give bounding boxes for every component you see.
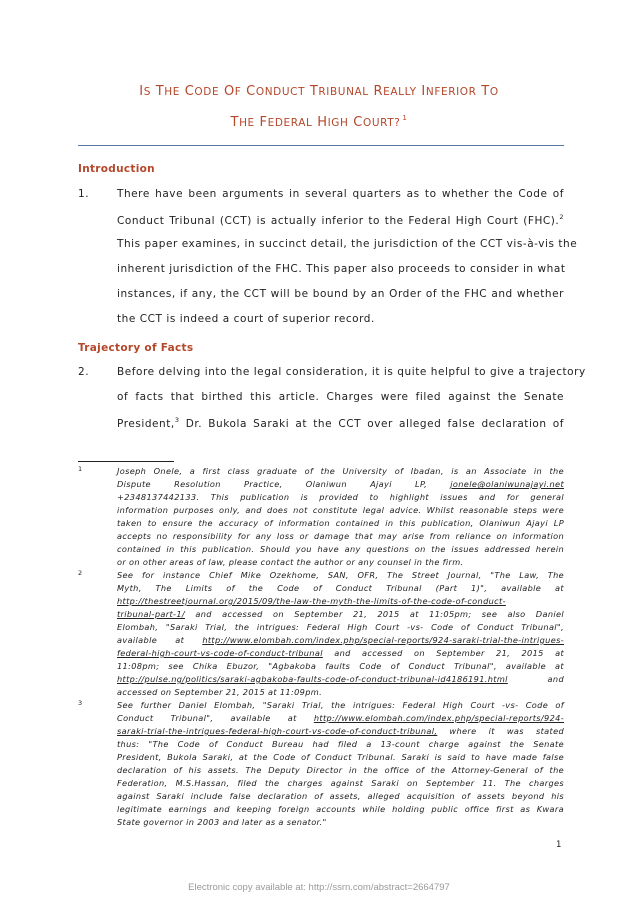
- footnote-line: Federation, M.S.Hassan, filed the charges against Saraki on September 11. The charges: [117, 778, 564, 788]
- paragraph-line: the CCT is indeed a court of superior record.: [117, 313, 375, 325]
- footnote-line: tribunal-part-1/ and accessed on September 21, 2015 at 11:05pm; see also Daniel: [117, 609, 564, 619]
- footnote-line: available at http://www.elombah.com/index.php/special-reports/924-saraki-trial-the-intrigues-: [117, 635, 564, 645]
- streetjournal-link[interactable]: http://thestreetjournal.org/2015/09/the-law-the-myth-the-limits-of-the-code-of-conduct-: [117, 596, 506, 606]
- footnote-line: thus: "The Code of Conduct Bureau had filed a 13-count charge against the Senate: [117, 739, 564, 749]
- section-heading-introduction: Introduction: [78, 163, 155, 175]
- footnote-line: declaration of his assets. The Deputy Director in the office of the Attorney-General of the: [117, 765, 564, 775]
- footnote-line: information purposes only, and does not constitute legal advice. Whilst reasonable steps were: [117, 505, 564, 515]
- footnote-number: 3: [78, 699, 83, 707]
- paragraph-line: inherent jurisdiction of the FHC. This paper also proceeds to consider in what: [117, 263, 566, 275]
- footnote-line: against Saraki include false declaration of assets, alleged acquisition of assets beyond his: [117, 791, 564, 801]
- footnote-number: 2: [78, 569, 83, 577]
- elombah-link[interactable]: http://www.elombah.com/index.php/special-reports/924-saraki-trial-the-intrigues-: [202, 635, 564, 645]
- paragraph-line: Conduct Tribunal (CCT) is actually inferior to the Federal High Court (FHC).$^2$: [117, 213, 564, 227]
- elombah-link-2-cont[interactable]: saraki-trial-the-intrigues-federal-high-court-vs-code-of-conduct-tribunal,: [117, 726, 438, 736]
- footnote-line: See for instance Chief Mike Ozekhome, SAN, OFR, The Street Journal, "The Law, The: [117, 570, 564, 580]
- footnote-line: federal-high-court-vs-code-of-conduct-tribunal and accessed on September 21, 2015 at: [117, 648, 564, 658]
- author-email-link[interactable]: jonele@olaniwunajayi.net: [450, 479, 564, 489]
- footnote-line: taken to ensure the accuracy of information contained in this publication, Olaniwun Ajayi LP: [117, 518, 564, 528]
- footnote-line: accessed on September 21, 2015 at 11:09pm.: [117, 687, 323, 697]
- paragraph-line: President,$^3$ Dr. Bukola Saraki at the CCT over alleged false declaration of: [117, 416, 565, 430]
- paragraph-line: instances, if any, the CCT will be bound by an Order of the FHC and whether: [117, 288, 564, 300]
- ssrn-footer: Electronic copy available at: http://ssrn.com/abstract=2664797: [188, 882, 450, 893]
- streetjournal-link-cont[interactable]: tribunal-part-1/: [117, 609, 185, 619]
- footnote-line: Joseph Onele, a first class graduate of the University of Ibadan, is an Associate in the: [117, 466, 564, 476]
- footnote-ref[interactable]: 2: [559, 213, 564, 221]
- pulse-link[interactable]: http://pulse.ng/politics/saraki-agbakoba-faults-code-of-conduct-tribunal-id4186191.html: [117, 674, 508, 684]
- title-line-1: IS THE CODE OF CONDUCT TRIBUNAL REALLY INFERIOR TO: [139, 84, 499, 99]
- footnote-divider: [78, 461, 174, 462]
- footnote-line: accepts no responsibility for any loss or damage that may arise from reliance on information: [117, 531, 564, 541]
- paragraph-line: of facts that birthed this article. Charges were filed against the Senate: [117, 391, 564, 403]
- paragraph-line: This paper examines, in succinct detail, the jurisdiction of the CCT vis-à-vis the: [117, 238, 578, 250]
- paragraph-line: There have been arguments in several quarters as to whether the Code of: [117, 188, 564, 200]
- footnote-line: or on other areas of law, please contact the author or any counsel in the firm.: [117, 557, 464, 567]
- footnote-line: saraki-trial-the-intrigues-federal-high-court-vs-code-of-conduct-tribunal, where it was stated: [117, 726, 565, 736]
- footnote-line: contained in this publication. Should you have any questions on the issues addressed herein: [117, 544, 564, 554]
- elombah-link-cont[interactable]: federal-high-court-vs-code-of-conduct-tribunal: [117, 648, 323, 658]
- footnote-line: Dispute Resolution Practice, Olaniwun Ajayi LP, jonele@olaniwunajayi.net: [117, 479, 564, 489]
- footnote-line: +2348137442133. This publication is provided to highlight issues and for general: [117, 492, 564, 502]
- footnote-line: legitimate earnings and keeping foreign accounts while holding public office first as Kwara: [117, 804, 564, 814]
- footnote-line: http://pulse.ng/politics/saraki-agbakoba-faults-code-of-conduct-tribunal-id4186191.html and: [117, 674, 564, 684]
- paragraph-line: Before delving into the legal consideration, it is quite helpful to give a trajectory: [117, 366, 586, 378]
- title-divider: [78, 145, 564, 146]
- elombah-link-2[interactable]: http://www.elombah.com/index.php/special-reports/924-: [313, 713, 564, 723]
- paragraph-number: 1.: [78, 188, 90, 200]
- footnote-line: 11:08pm; see Chika Ebuzor, "Agbakoba faults Code of Conduct Tribunal", available at: [117, 661, 564, 671]
- footnote-line: Conduct Tribunal", available at http://www.elombah.com/index.php/special-reports/924-: [117, 713, 564, 723]
- title-line-2: THE FEDERAL HIGH COURT? $^1$: [230, 114, 408, 130]
- page-number: 1: [556, 840, 562, 850]
- paragraph-number: 2.: [78, 366, 90, 378]
- title-footnote-ref[interactable]: 1: [402, 114, 408, 122]
- footnote-line: Elombah, "Saraki Trial, the intrigues: Federal High Court -vs- Code of Conduct Tribunal",: [117, 622, 564, 632]
- footnote-line: State governor in 2003 and later as a senator.": [117, 817, 327, 827]
- footnote-line: President, Bukola Saraki, at the Code of Conduct Tribunal. Saraki is said to have made false: [117, 752, 564, 762]
- footnote-line: See further Daniel Elombah, "Saraki Trial, the intrigues: Federal High Court -vs- Code of: [117, 700, 564, 710]
- section-heading-trajectory: Trajectory of Facts: [78, 342, 194, 354]
- footnote-number: 1: [78, 465, 83, 473]
- footnote-line: [117, 596, 564, 606]
- footnote-line: Myth, The Limits of the Code of Conduct Tribunal (Part 1)", available at: [117, 583, 564, 593]
- footnote-ref[interactable]: 3: [174, 416, 180, 424]
